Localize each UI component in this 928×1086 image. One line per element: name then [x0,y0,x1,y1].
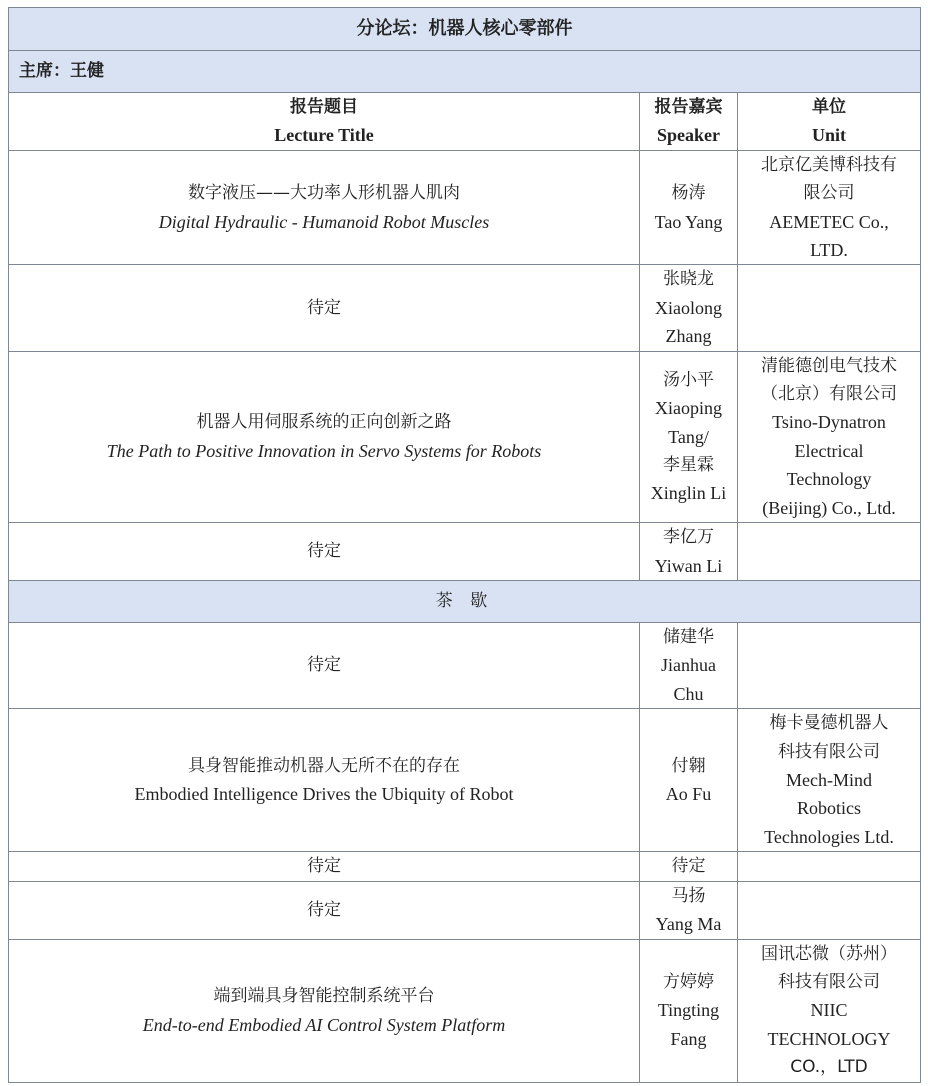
lecture-title-cn: 待定 [307,541,341,562]
agenda-table-container [8,7,920,1083]
agenda-row [9,265,921,351]
agenda-row [9,622,921,708]
header-speaker [640,93,738,151]
lecture-title-en: Embodied Intelligence Drives the Ubiquity of Robot [134,784,514,805]
speaker-cell [640,939,738,1082]
header-unit-cn: 单位 [812,97,846,117]
unit-cell [738,881,921,939]
unit-line: Technology [786,469,872,490]
speaker-line: Jianhua [661,655,716,676]
unit-cell [738,852,921,881]
agenda-row [9,709,921,852]
speaker-line: Yiwan Li [654,555,723,576]
chair-row [9,51,921,93]
agenda-table [8,7,921,1083]
unit-line: 北京亿美博科技有 [761,154,897,175]
unit-cell [738,523,921,581]
speaker-line: 付翱 [671,755,706,776]
speaker-line: Xinglin Li [650,483,727,504]
speaker-line: Xiaoping [655,398,722,419]
lecture-title-cn: 待定 [307,297,341,318]
speaker-line: 待定 [671,856,706,877]
unit-line: Robotics [796,798,861,819]
speaker-line: 汤小平 [663,369,714,390]
speaker-cell [640,523,738,581]
unit-line: Technologies Ltd. [764,826,894,847]
agenda-row [9,351,921,522]
unit-cell [738,622,921,708]
speaker-line: Zhang [665,326,712,347]
unit-line: 科技有限公司 [778,741,880,762]
header-row [9,93,921,151]
unit-line: 限公司 [803,183,855,204]
tea-break-row [9,580,921,622]
agenda-row [9,523,921,581]
lecture-title-cell [9,351,640,522]
header-unit [738,93,921,151]
unit-line: （北京）有限公司 [761,384,897,405]
agenda-row [9,881,921,939]
lecture-title-en: Digital Hydraulic - Humanoid Robot Muscles [158,211,490,232]
agenda-row [9,852,921,881]
lecture-title-en: The Path to Positive Innovation in Servo Systems for Robots [106,440,542,461]
lecture-title-cell [9,881,640,939]
lecture-title-cn: 待定 [307,856,341,877]
unit-line: 国讯芯微（苏州） [761,943,897,964]
lecture-title-cn: 待定 [307,899,341,920]
unit-cell [738,150,921,265]
unit-line: Mech-Mind [786,769,872,790]
unit-line: CO.，LTD [790,1057,868,1078]
header-speaker-cn: 报告嘉宾 [654,97,723,117]
speaker-line: Fang [670,1028,707,1049]
tea-break-label: 茶 歇 [9,580,921,622]
lecture-title-cell [9,709,640,852]
speaker-line: 杨涛 [671,183,706,204]
speaker-line: Ao Fu [665,784,712,805]
speaker-cell [640,852,738,881]
lecture-title-cell [9,622,640,708]
speaker-line: 张晓龙 [663,269,714,290]
agenda-row [9,939,921,1082]
header-lecture-title [9,93,640,151]
header-unit-en: Unit [811,125,846,146]
speaker-line: 储建华 [663,626,714,647]
lecture-title-cell [9,523,640,581]
speaker-line: 李亿万 [663,527,714,548]
lecture-title-cell [9,265,640,351]
unit-line: 科技有限公司 [778,971,880,992]
header-title-en: Lecture Title [274,125,374,146]
speaker-line: Chu [673,683,704,704]
unit-cell [738,709,921,852]
unit-line: AEMETEC Co., [769,211,889,232]
session-group-after-break [9,622,921,1082]
unit-line: NIIC [810,1000,848,1021]
unit-cell [738,265,921,351]
speaker-cell [640,265,738,351]
unit-line: Tsino-Dynatron [772,412,886,433]
unit-line: 清能德创电气技术 [761,355,897,376]
speaker-line: 李星霖 [663,455,714,476]
speaker-line: 方婷婷 [663,971,714,992]
lecture-title-cn: 具身智能推动机器人无所不在的存在 [188,755,460,776]
chair-label: 主席：王健 [9,51,921,93]
unit-line: Electrical [794,440,864,461]
session-group-before-break [9,150,921,580]
unit-line: (Beijing) Co., Ltd. [762,497,896,518]
lecture-title-cn: 数字液压——大功率人形机器人肌肉 [188,183,460,204]
lecture-title-en: End-to-end Embodied AI Control System Platform [142,1014,506,1035]
speaker-cell [640,622,738,708]
speaker-line: Xiaolong [655,297,722,318]
speaker-cell [640,351,738,522]
unit-line: LTD. [810,240,848,261]
header-speaker-en: Speaker [657,125,720,146]
speaker-line: Tingting [657,1000,720,1021]
unit-line: TECHNOLOGY [767,1028,891,1049]
agenda-row [9,150,921,265]
speaker-line: Tang/ [668,426,709,447]
lecture-title-cn: 待定 [307,655,341,676]
lecture-title-cn: 端到端具身智能控制系统平台 [213,986,435,1007]
speaker-line: Tao Yang [654,211,723,232]
speaker-cell [640,150,738,265]
lecture-title-cn: 机器人用伺服系统的正向创新之路 [196,412,452,433]
forum-title: 分论坛：机器人核心零部件 [9,8,921,51]
lecture-title-cell [9,852,640,881]
unit-cell [738,351,921,522]
speaker-line: Yang Ma [655,914,722,935]
unit-cell [738,939,921,1082]
speaker-cell [640,881,738,939]
lecture-title-cell [9,150,640,265]
unit-line: 梅卡曼德机器人 [769,713,889,734]
speaker-cell [640,709,738,852]
speaker-line: 马扬 [671,885,706,906]
lecture-title-cell [9,939,640,1082]
header-title-cn: 报告题目 [290,97,358,117]
forum-title-row [9,8,921,51]
